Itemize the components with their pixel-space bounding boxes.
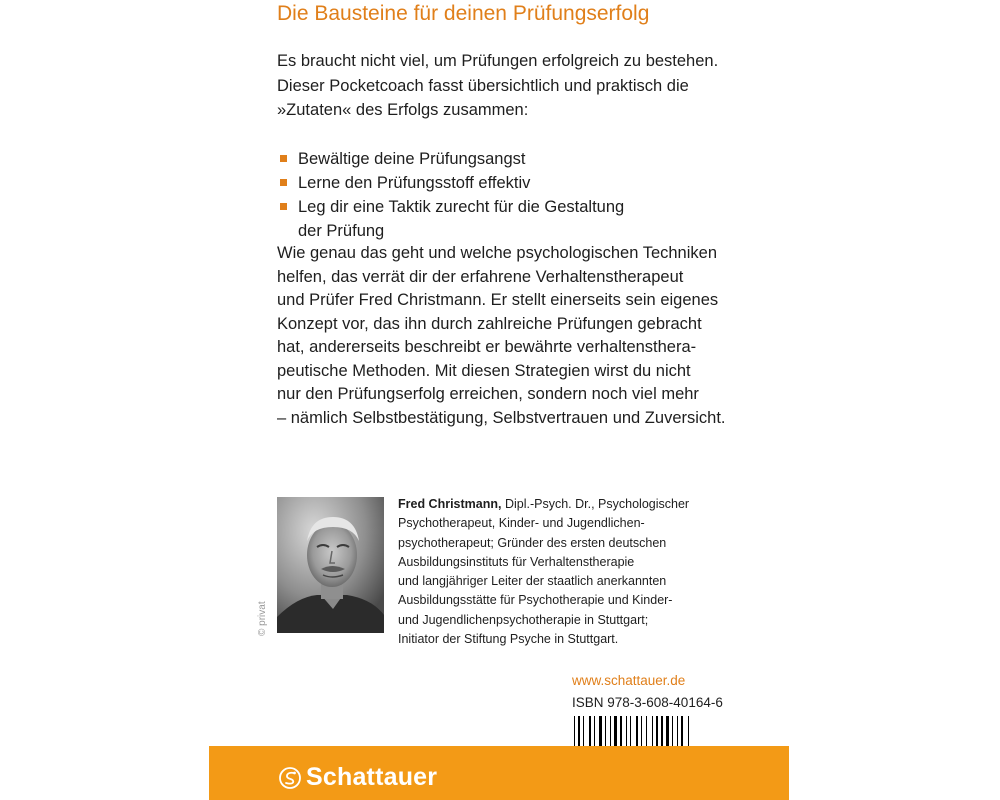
bullet-list bbox=[277, 147, 747, 243]
description-paragraph bbox=[277, 242, 757, 430]
isbn-number: ISBN 978-3-608-40164-6 bbox=[572, 695, 723, 710]
intro-line: Dieser Pocketcoach fasst übersichtlich und praktisch die bbox=[277, 76, 689, 95]
bullet-square-icon bbox=[280, 179, 287, 186]
bullet-item bbox=[277, 171, 747, 195]
description-line: peutische Methoden. Mit diesen Strategien wirst du nicht bbox=[277, 361, 691, 380]
barcode-bar bbox=[574, 716, 575, 746]
schattauer-logo-icon bbox=[279, 767, 301, 789]
barcode-bar bbox=[656, 716, 658, 746]
barcode-bar bbox=[583, 716, 584, 746]
barcode-bar bbox=[626, 716, 627, 746]
barcode-bar bbox=[620, 716, 622, 746]
barcode-bar bbox=[677, 716, 678, 746]
barcode-bar bbox=[641, 716, 642, 746]
author-bio-line: psychotherapeut; Gründer des ersten deutschen bbox=[398, 535, 667, 550]
author-bio-line: Ausbildungsstätte für Psychotherapie und Kinder- bbox=[398, 593, 673, 608]
barcode-bar bbox=[681, 716, 683, 746]
bullet-text: Lerne den Prüfungsstoff effektiv bbox=[298, 174, 531, 192]
author-portrait bbox=[277, 497, 384, 633]
bullet-item bbox=[277, 195, 747, 243]
photo-credit: © privat bbox=[257, 601, 268, 636]
author-name: Fred Christmann, bbox=[398, 497, 502, 511]
barcode-bar bbox=[599, 716, 602, 746]
publisher-name: Schattauer bbox=[306, 763, 438, 791]
barcode-bar bbox=[594, 716, 595, 746]
description-line: – nämlich Selbstbestätigung, Selbstvertrauen und Zuversicht. bbox=[277, 408, 726, 427]
bullet-square-icon bbox=[280, 203, 287, 210]
publisher-website[interactable]: www.schattauer.de bbox=[572, 673, 686, 688]
author-bio-line: und Jugendlichenpsychotherapie in Stuttgart; bbox=[398, 612, 649, 627]
publisher-brand bbox=[279, 763, 437, 792]
barcode-bar bbox=[688, 716, 689, 746]
description-line: und Prüfer Fred Christmann. Er stellt einerseits sein eigenes bbox=[277, 291, 719, 309]
author-bio-line: Initiator der Stiftung Psyche in Stuttgart. bbox=[398, 632, 619, 647]
barcode-bar bbox=[666, 716, 669, 746]
isbn-barcode bbox=[572, 716, 722, 746]
barcode-bar bbox=[614, 716, 617, 746]
bullet-square-icon bbox=[280, 155, 287, 162]
page-heading: Die Bausteine für deinen Prüfungserfolg bbox=[277, 2, 650, 25]
barcode-bar bbox=[661, 716, 663, 746]
description-line: Konzept vor, das ihn durch zahlreiche Prüfungen gebracht bbox=[277, 314, 702, 333]
barcode-bar bbox=[636, 716, 638, 746]
author-bio-line: Ausbildungsinstituts für Verhaltenstherapie bbox=[398, 554, 635, 569]
bullet-text: Leg dir eine Taktik zurecht für die Gestaltung bbox=[298, 198, 625, 216]
bullet-text: der Prüfung bbox=[298, 222, 385, 240]
description-line: hat, andererseits beschreibt er bewährte verhaltensthera- bbox=[277, 338, 697, 356]
barcode-bar bbox=[605, 716, 606, 746]
barcode-bar bbox=[610, 716, 611, 746]
barcode-bar bbox=[646, 716, 647, 746]
description-line: helfen, das verrät dir der erfahrene Verhaltenstherapeut bbox=[277, 267, 684, 286]
author-bio-line: und langjähriger Leiter der staatlich anerkannten bbox=[398, 574, 667, 589]
barcode-bar bbox=[578, 716, 580, 746]
intro-line: »Zutaten« des Erfolgs zusammen: bbox=[277, 101, 529, 119]
author-bio-first: Dipl.-Psych. Dr., Psychologischer bbox=[501, 497, 690, 511]
barcode-bar bbox=[672, 716, 673, 746]
barcode-bar bbox=[630, 716, 631, 746]
intro-line: Es braucht nicht viel, um Prüfungen erfolgreich zu bestehen. bbox=[277, 52, 719, 70]
author-bio-line bbox=[398, 495, 738, 514]
bullet-item bbox=[277, 147, 747, 171]
author-portrait-illustration bbox=[277, 497, 384, 633]
barcode-bar bbox=[589, 716, 591, 746]
author-bio bbox=[398, 495, 738, 649]
description-line: Wie genau das geht und welche psychologischen Techniken bbox=[277, 244, 717, 262]
bullet-text: Bewältige deine Prüfungsangst bbox=[298, 150, 526, 168]
author-bio-line: Psychotherapeut, Kinder- und Jugendlichen- bbox=[398, 516, 645, 531]
barcode-bar bbox=[652, 716, 653, 746]
intro-paragraph bbox=[277, 49, 747, 123]
description-line: nur den Prüfungserfolg erreichen, sondern noch viel mehr bbox=[277, 385, 699, 403]
